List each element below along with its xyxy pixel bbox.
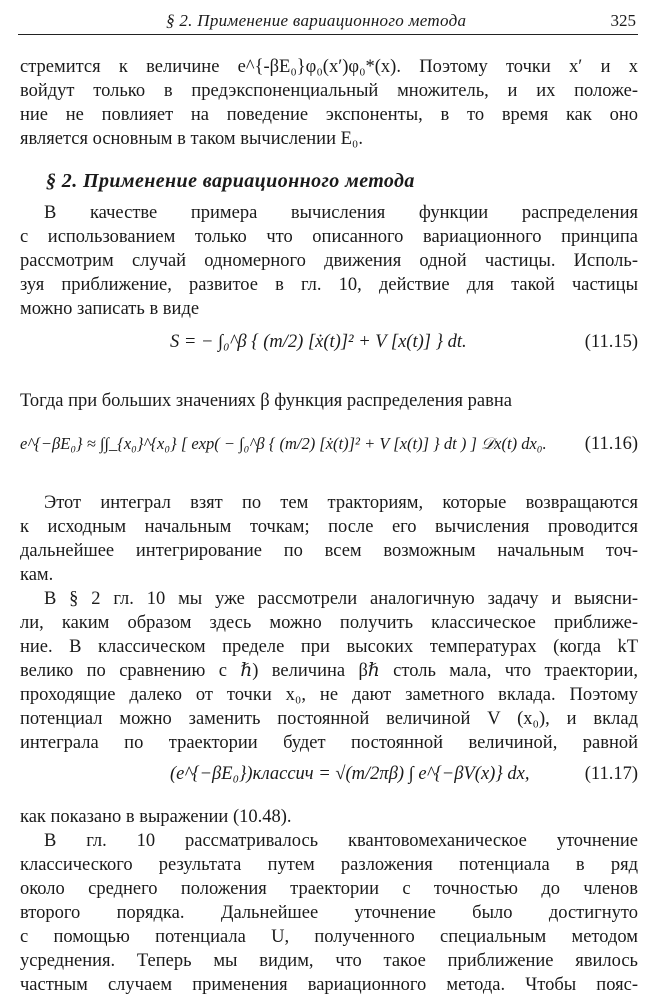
equation-formula: e^{−βE₀} ≈ ∫∫_{x₀}^{x₀} [ exp( − ∫₀^β { (m/2) [ẋ(t)]² + V [x(t)] } dt ) ] 𝒟x(t) dx₀.	[20, 434, 547, 453]
text-line: В качестве примера вычисления функции распределения	[44, 203, 638, 223]
text-line: стремится к величине e^{-βE₀}φ₀(x′)φ₀*(x). Поэтому точки x′ и x	[20, 57, 638, 77]
text-line: войдут только в предэкспоненциальный множитель, и их положе-	[20, 81, 638, 101]
text-line: ние не повлияет на поведение экспоненты, в то время как оно	[20, 105, 638, 125]
text-line: усреднения. Теперь мы видим, что такое приближение явилось	[20, 951, 638, 971]
equation-number: (11.17)	[584, 764, 638, 784]
text-line: Этот интеграл взят по тем тракториям, которые возвращаются	[44, 493, 638, 513]
page-number: 325	[610, 11, 636, 30]
text-line: потенциал можно заменить постоянной величиной V (x₀), и вклад	[20, 709, 638, 729]
text-line: как показано в выражении (10.48).	[20, 807, 292, 827]
text-line: второго порядка. Дальнейшее уточнение было достигнуто	[20, 903, 638, 923]
text-line: ние. В классическом пределе при высоких температурах (когда kT	[20, 637, 638, 657]
text-line: В § 2 гл. 10 мы уже рассмотрели аналогичную задачу и выясни-	[44, 589, 638, 609]
equation-11-15	[20, 318, 638, 378]
text-line: интеграла по траектории будет постоянной величиной, равной	[20, 733, 638, 753]
text-line: около среднего положения траектории с точностью до членов	[20, 879, 638, 899]
text-line: В гл. 10 рассматривалось квантовомеханическое уточнение	[44, 831, 638, 851]
text-line: дальнейшее интегрирование по всем возможным начальным точ-	[20, 541, 638, 561]
text-line: является основным в таком вычислении E₀.	[20, 129, 363, 149]
text-line: можно записать в виде	[20, 299, 200, 319]
text-line: ли, каким образом здесь можно получить классическое приближе-	[20, 613, 638, 633]
text-line: с использованием только что описанного вариационного принципа	[20, 227, 638, 247]
text-line: велико по сравнению с ℏ) величина βℏ столь мала, что траектории,	[20, 661, 638, 681]
equation-number: (11.16)	[584, 434, 638, 454]
text-line: классического результата путем разложения потенциала в ряд	[20, 855, 638, 875]
equation-11-17	[20, 754, 638, 814]
running-title: § 2. Применение вариационного метода	[166, 11, 467, 30]
text-line: частным случаем применения вариационного метода. Чтобы пояс-	[20, 975, 638, 995]
equation-formula: S = − ∫₀^β { (m/2) [ẋ(t)]² + V [x(t)] } dt.	[170, 332, 467, 352]
equation-11-16	[20, 418, 638, 478]
text-line: к исходным начальным точкам; после его вычисления проводится	[20, 517, 638, 537]
text-line: с помощью потенциала U, полученного специальным методом	[20, 927, 638, 947]
text-line: кам.	[20, 565, 54, 585]
running-header	[18, 8, 638, 35]
equation-number: (11.15)	[584, 332, 638, 352]
text-line: проходящие далеко от точки x₀, не дают заметного вклада. Поэтому	[20, 685, 638, 705]
text-line: рассмотрим случай одномерного движения одной частицы. Исполь-	[20, 251, 638, 271]
section-heading: § 2. Применение вариационного метода	[46, 170, 415, 192]
text-line: зуя приближение, развитое в гл. 10, действие для такой частицы	[20, 275, 638, 295]
equation-formula: (e^{−βE₀})классич = √(m/2πβ) ∫ e^{−βV(x)} dx,	[170, 764, 530, 784]
text-line: Тогда при больших значениях β функция распределения равна	[20, 391, 512, 411]
